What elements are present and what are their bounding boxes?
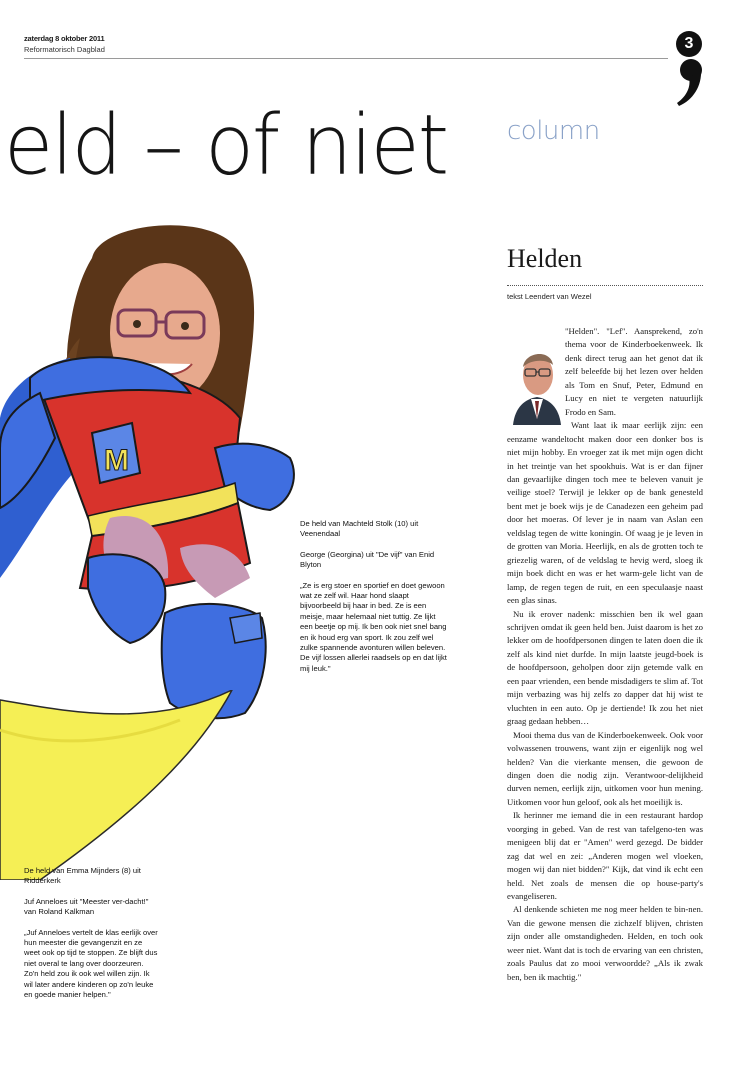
yellow-flag-drawing — [0, 690, 240, 880]
caption-book: Juf Anneloes uit "Meester ver-dacht!" van Roland Kalkman — [24, 896, 149, 917]
column-title-rule — [507, 285, 703, 286]
caption-quote: „Juf Anneloes vertelt de klas eerlijk over hun meester die gevangenzit en ze weet ook op tijd te stoppen. Ze blijft dus niet overal te lang over doorzeuren. Zo'n held zou ik ook wel willen zijn. Ik wil later andere kinderen op zo'n leuke en goede manier helpen." — [24, 927, 158, 1000]
caption-heading: De held van Emma Mijnders (8) uit Ridderkerk — [24, 866, 141, 886]
caption-quote: „Ze is erg stoer en sportief en doet gewoon wat ze zelf wil. Haar hond slaapt bijvoorbeeld bij haar in bed. Ze is een meisje, maar helemaal niet tuttig. Ze lijkt een beetje op mij. Ik ben ook niet snel bang en ik houd erg van sport. Ik zou zelf wel zulke spannende avonturen willen beleven. De vijf lossen allerlei raadsels op en dat lijkt mij leuk." — [300, 580, 447, 673]
header-rule — [24, 58, 668, 59]
column-paragraph: Nu ik erover nadenk: misschien ben ik wel gaan schrijven omdat ik geen held ben. Juist daarom is het zo lekker om de hoofdpersonen dingen te laten doen die ik zelf als kind niet durfde. In mijn laatste jeugd-boek is de hoofdpersoon, geholpen door zijn getemde valk en een paar vrienden, een bende misdadigers te slim af. Tot mijn verbazing was hij zelfs zo dapper dat hij wist te vluchten in een auto. Op je dertiende! Ik zou het niet graag gedaan hebben… — [507, 608, 703, 727]
section-label: column — [507, 116, 600, 146]
hero-caption-emma — [24, 866, 160, 1010]
column-byline: tekst Leendert van Wezel — [507, 292, 592, 301]
hero-caption-machteld — [300, 519, 450, 684]
page-number-badge: 3 — [676, 31, 702, 57]
caption-book: George (Georgina) uit "De vijf" van Enid Blyton — [300, 549, 435, 570]
column-paragraph: "Helden". "Lef". Aansprekend, zo'n thema voor de Kinderboekenweek. Ik denk direct terug aan het genot dat ik zelf beleefde bij het lezen over helden als Tom en Snuf, Peter, Edmund en Lucy en niet te vergeten natuurlijk Frodo en Sam. — [565, 326, 703, 417]
issue-date: zaterdag 8 oktober 2011 — [24, 34, 105, 43]
newspaper-name: Reformatorisch Dagblad — [24, 45, 105, 54]
column-title: Helden — [507, 244, 583, 273]
author-photo — [507, 329, 565, 425]
page-headline: eld – of niet — [4, 96, 448, 194]
column-paragraph: Want laat ik maar eerlijk zijn: een eenzame wandeltocht maken door een donker bos is niet mijn hobby. En vroeger zat ik met mijn ogen dicht in het treintje van het spookhuis. Wat is er dan fijner dan gevaarlijke dingen toch mee te beleven vanuit je veilige stoel? Terwijl je lekker op de bank genesteld bent met je boek wijs je de Canadezen een geheim pad door het moeras. Of lever je in naam van Aslan een veldslag tegen de witte koningin. Of waag je je leven in de grotten van Moria. Heerlijk, en als de grotten toch te griezelig waren, of de veldslag te hevig werd, sloeg ik mijn boek dicht en was er het warm-gele licht van de lamp, de regen tegen de ruit, en een speculaasje naast een glas sinas. — [507, 420, 703, 606]
superhero-drawing — [0, 218, 300, 730]
caption-heading: De held van Machteld Stolk (10) uit Veenendaal — [300, 519, 419, 539]
comma-logo-icon — [675, 58, 707, 108]
column-paragraph: Ik herinner me iemand die in een restaurant hardop voorging in gebed. Van de rest van tafelgeno-ten was menigeen blij dat er "Amen" werd gezegd. De bidder zag dat wel en zei: „Anderen mogen wel vloeken, mogen wij dan niet bidden?" Kijk, dat vind ik echt een held. Net zoals de mensen die op house-party's evangeliseren. — [507, 810, 703, 902]
column-paragraph: Al denkende schieten me nog meer helden te bin-nen. Van die gewone mensen die zichzelf blijven, christen zijn onder alle omstandigheden. Helden, en toch ook weer niet. Want dat is toch de ervaring van een christen, zoals Paulus dat zo mooi verwoordde? „Als ik zwak ben, ben ik machtig." — [507, 904, 703, 982]
column-body — [507, 325, 703, 984]
column-paragraph: Mooi thema dus van de Kinderboekenweek. Ook voor volwassenen trouwens, want zijn er eigenlijk nog wel helden? Van die vierkante mensen, die gewoon de dingen doen die nodig zijn. Verantwoor-delijkheid durven nemen, eerlijk zijn, uitkomen voor hun mening. Uitkomen voor hun geloof, ook als het moeilijk is. — [507, 729, 703, 807]
svg-text:M: M — [104, 444, 129, 477]
